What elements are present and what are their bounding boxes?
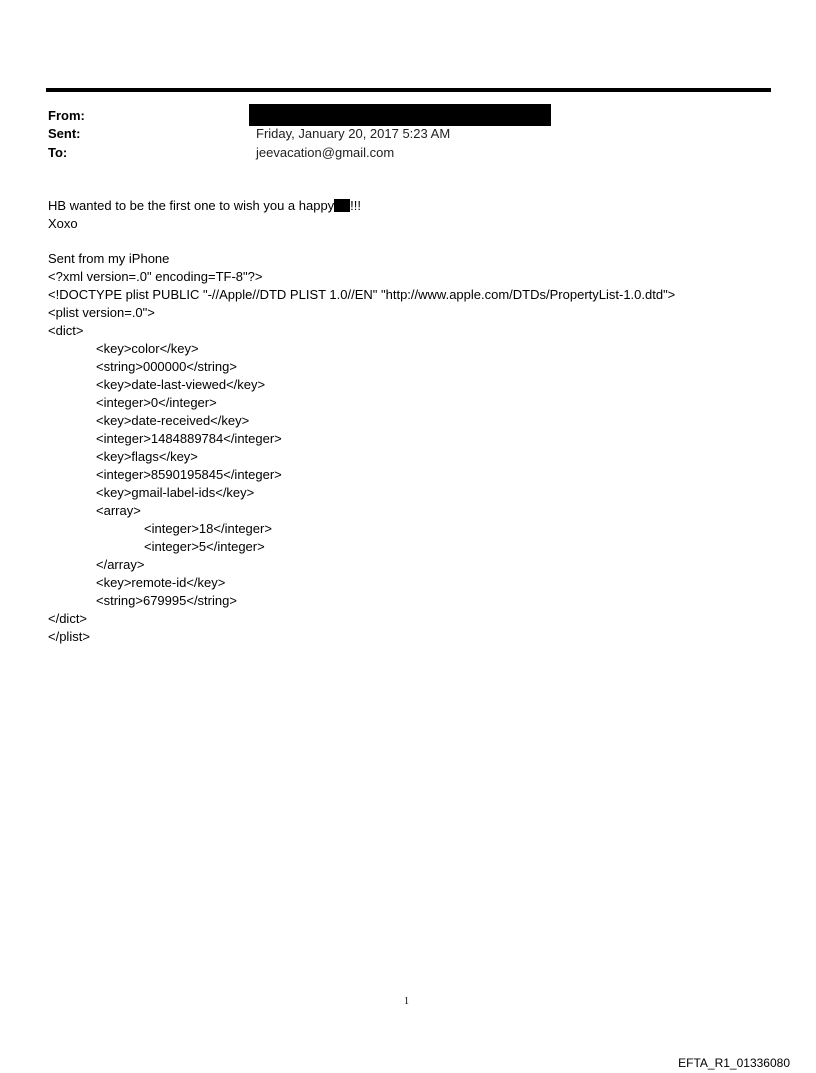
page-number: 1 [404, 996, 409, 1007]
plist-line: <array> [96, 503, 141, 518]
message-line-1 [48, 197, 361, 215]
from-redaction [249, 104, 551, 126]
header-rule [46, 88, 771, 92]
plist-line: <plist version=.0"> [48, 305, 155, 320]
plist-line: </array> [96, 557, 145, 572]
document-id: EFTA_R1_01336080 [678, 1056, 790, 1070]
plist-line: <integer>8590195845</integer> [96, 467, 282, 482]
plist-line: <key>date-received</key> [96, 413, 250, 428]
from-label: From: [48, 108, 85, 123]
message-text-before: HB wanted to be the first one to wish you a happy [48, 198, 335, 213]
plist-line: <?xml version=.0" encoding=TF-8"?> [48, 269, 263, 284]
inline-redaction [334, 199, 350, 212]
plist-line: <string>679995</string> [96, 593, 237, 608]
plist-line: <integer>5</integer> [144, 539, 265, 554]
plist-line: <!DOCTYPE plist PUBLIC "-//Apple//DTD PLIST 1.0//EN" "http://www.apple.com/DTDs/PropertyList-1.0.dtd"> [48, 287, 676, 302]
to-value: jeevacation@gmail.com [256, 145, 395, 160]
plist-block [48, 268, 675, 646]
plist-line: <integer>0</integer> [96, 395, 217, 410]
plist-line: <key>color</key> [96, 341, 199, 356]
signature: Sent from my iPhone [48, 251, 170, 266]
plist-line: <key>remote-id</key> [96, 575, 226, 590]
plist-line: <string>000000</string> [96, 359, 237, 374]
plist-line: <key>date-last-viewed</key> [96, 377, 266, 392]
sent-label: Sent: [48, 126, 81, 141]
plist-line: <integer>1484889784</integer> [96, 431, 282, 446]
message-line-2: Xoxo [48, 216, 78, 231]
plist-line: <integer>18</integer> [144, 521, 272, 536]
sent-value: Friday, January 20, 2017 5:23 AM [256, 126, 451, 141]
plist-line: <key>flags</key> [96, 449, 198, 464]
plist-line: <key>gmail-label-ids</key> [96, 485, 255, 500]
message-text-after: !!! [350, 198, 362, 213]
plist-line: </plist> [48, 629, 90, 644]
plist-line: </dict> [48, 611, 88, 626]
plist-line: <dict> [48, 323, 84, 338]
to-label: To: [48, 145, 68, 160]
